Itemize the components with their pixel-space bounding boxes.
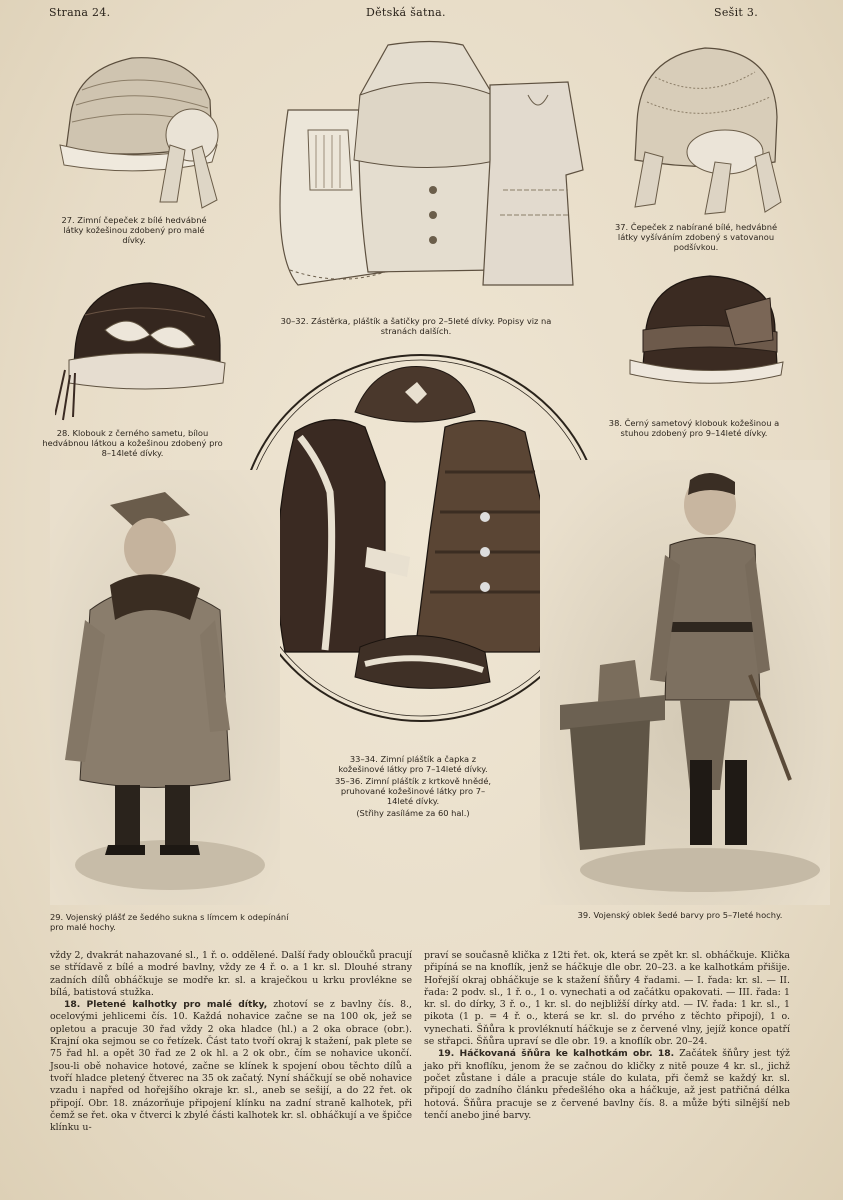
caption-29: 29. Vojenský plášť ze šedého sukna s límcem k odepínání pro malé hochy. [50, 912, 289, 932]
heading-19: 19. Háčkovaná šňůra ke kalhotkám obr. 18. [438, 1048, 675, 1060]
bonnet-37-illustration [625, 42, 785, 217]
caption-28: 28. Klobouk z černého sametu, bílou hedvábnou látkou a kožešinou zdobený pro 8–14leté dívky. [42, 428, 223, 458]
hat-38-illustration [625, 270, 785, 395]
paragraph-18: zhotoví se z bavlny čís. 8., ocelovými jehlicemi čís. 10. Každá nohavice začne se na 100 ok, jež se opletou a pracuje 30 řad vždy 2 oka hladce (hl.) a 2 oka obrace (obr.). Krajní oka sejmou se co řetízek. Část tato tvoří okraj k stažení, pak plete se 75 řad hl. a opět 30 řad ze 2 ok hl. a 2 ok obr., čím se nohavice ukončí. Jsou-li obě nohavice hotové, začne se klínek k spojení obou těchto dílů a tvoří hladce pletený čtverec na 35 ok začatý. Nyní sháčkují se obě nohavice vzadu i napřed od hořejšího okraje kr. sl., aneb se sešijí, a do 22 řet. ok připojí. Obr. 18. znázorňuje připojení klínku na zadní straně kalhotek, při čemž se řet. oka v čtverci k zbylé části kalhotek kr. sl. obháčkují a ve špičce klínku u- [50, 999, 412, 1134]
photo-29-boy-coat [50, 470, 280, 905]
photo-39-boy-uniform [540, 460, 830, 905]
caption-33-34: 33–34. Zimní pláštík a čapka z kožešinové látky pro 7–14leté dívky. [338, 754, 488, 774]
caption-38: 38. Černý sametový klobouk kožešinou a stuhou zdobený pro 9–14leté dívky. [608, 418, 780, 438]
caption-pattern-note: (Střihy zasíláme za 60 hal.) [356, 808, 470, 818]
caption-37: 37. Čepeček z nabírané bílé, hedvábné látky vyšíváním zdobený s vatovanou podšívkou. [614, 222, 778, 252]
paragraph-19: Začátek šňůry jest týž jako při knoflíku, jenom že se začnou do kličky z nitě pouze 4 kr. sl., jichž počet zůstane i dále a pracuje stále do kulata, při čemž se každý kr. sl. připojí do zadního článku předešlého oka a háčkuje, až jest patřičná délka hotová. Šňůra pracuje se z červené bavlny čís. 8. a může býti silnější neb tenčí anebo jiné barvy. [424, 1048, 791, 1121]
text-column-left [50, 950, 412, 1134]
paragraph-18-cont: praví se současně klička z 12ti řet. ok, která se zpět kr. sl. obháčkuje. Klička připíná se na knoflík, jenž se háčkuje dle obr. 20–23. a ke kalhotkám přišije. Hořejší okraj obháčkuje se k stažení šňůry 4 řadami. — I. řada: kr. sl. — II. řada: 2 podv. sl., 1 ř. o., 1 o. vynechati a od začátku opakovati. — III. řada: 1 kr. sl. do dírky, 3 ř. o., 1 kr. sl. do nejbližší dírky atd. — IV. řada: 1 kr. sl., 1 pikota (1 p. = 4 ř. o., která se kr. sl. do prvého z těchto připojí), 1 o. vynechati. Šňůra k provléknutí háčkuje se z červené vlny, jejíž konce opatří se střapci. Šňůra upraví se dle obr. 19. a knoflík obr. 20–24. [424, 950, 790, 1048]
page-number: Strana 24. [49, 6, 111, 19]
caption-39: 39. Vojenský oblek šedé barvy pro 5–7leté hochy. [577, 910, 783, 920]
caption-35-36: 35–36. Zimní pláštík z krtkově hnědé, pruhované kožešinové látky pro 7–14leté dívky. [334, 776, 492, 806]
issue-number: Sešit 3. [714, 6, 759, 19]
text-column-right [424, 950, 790, 1122]
page-section-title: Dětská šatna. [366, 6, 446, 19]
garments-30-32-illustration [268, 40, 588, 310]
paragraph-17-end: vždy 2, dvakrát nahazované sl., 1 ř. o. oddělené. Další řady obloučků pracují se střídavě z bílé a modré bavlny, vždy ze 4 ř. o. a 1 kr. sl. Dlouhé strany zadních dílů obháčkuje se modře kr. sl. a kraječkou u krku provlékne se bílá, batistová stužka. [50, 950, 412, 998]
caption-27: 27. Zimní čepeček z bílé hedvábné látky kožešinou zdobený pro malé dívky. [61, 215, 207, 245]
heading-18: 18. Pletené kalhotky pro malé dítky, [64, 999, 268, 1011]
hat-28-illustration [55, 275, 230, 425]
caption-30-32: 30–32. Zástěrka, pláštík a šatičky pro 2–5leté dívky. Popisy viz na stranách dalších. [280, 316, 552, 336]
bonnet-27-illustration [52, 50, 222, 215]
